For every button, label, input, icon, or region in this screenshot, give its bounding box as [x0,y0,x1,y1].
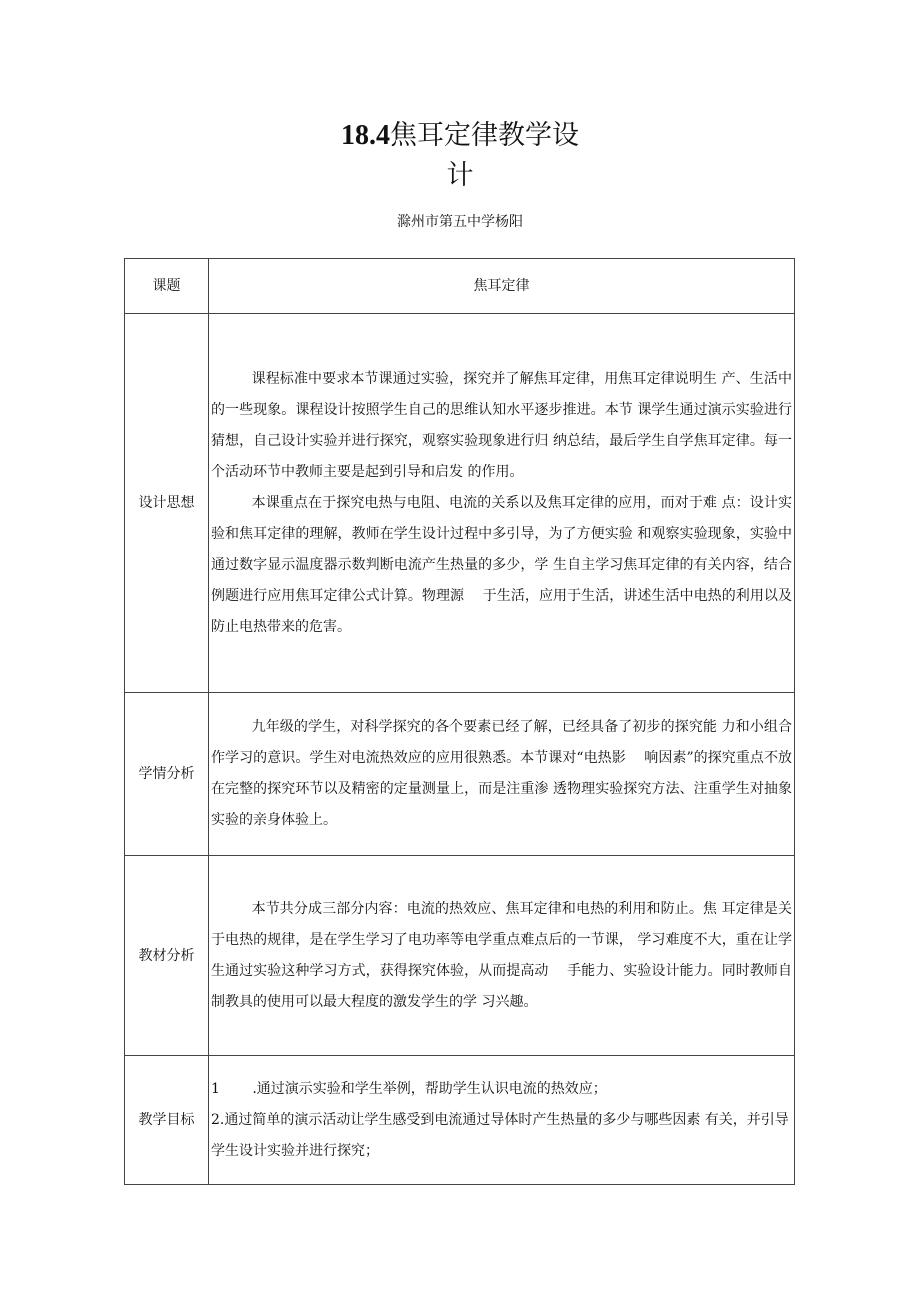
design-label: 设计思想 [125,314,209,693]
topic-label: 课题 [125,259,209,314]
goals-label: 教学目标 [125,1056,209,1185]
design-content [209,314,795,693]
table-row [125,314,795,693]
goals-content [209,1056,795,1185]
material-content [209,856,795,1056]
goal-item: 1 .通过演示实验和学生举例，帮助学生认识电流的热效应； [211,1080,607,1097]
table-row [125,856,795,1056]
topic-value: 焦耳定律 [209,259,795,314]
learner-content [209,693,795,856]
document-title-line2: 计 [446,160,474,191]
title-text: 焦耳定律教学设 [390,120,579,151]
table-row [125,259,795,314]
design-paragraph: 课程标准中要求本节课通过实验，探究并了解焦耳定律，用焦耳定律说明生 产、生活中的一些现象。课程设计按照学生自己的思维认知水平逐步推进。本节 课学生通过演示实验进行猜想，自己设计实验并进行探究，观察实验现象进行归 纳总结，最后学生自学焦耳定律。每一个活动环节中教师主要是起到引导和启发 的作用。 [211,370,792,480]
learner-label: 学情分析 [125,693,209,856]
title-number: 18.4 [341,120,390,151]
material-label: 教材分析 [125,856,209,1056]
learner-paragraph: 九年级的学生，对科学探究的各个要素已经了解，已经具备了初步的探究能 力和小组合作学习的意识。学生对电流热效应的应用很熟悉。本节课对“电热影 响因素”的探究重点不放在完整的探究环节以及精密的定量测量上，而是注重渗 透物理实验探究方法、注重学生对抽象实验的亲身体验上。 [211,719,792,828]
material-paragraph: 本节共分成三部分内容：电流的热效应、焦耳定律和电热的利用和防止。焦 耳定律是关于电热的规律，是在学生学习了电功率等电学重点难点后的一节课， 学习难度不大，重在让学生通过实验这种学习方式，获得探究体验，从而提高动 手能力、实验设计能力。同时教师自制教具的使用可以最大程度的激发学生的学 习兴趣。 [211,900,792,1010]
table-row [125,693,795,856]
document-title [0,120,920,152]
goal-item: 2.通过简单的演示活动让学生感受到电流通过导体时产生热量的多少与哪些因素 有关，并引导学生设计实验并进行探究； [211,1111,789,1159]
author-line: 滁州市第五中学杨阳 [397,214,523,230]
table-row [125,1056,795,1185]
lesson-plan-table [124,258,795,1185]
design-paragraph: 本课重点在于探究电热与电阻、电流的关系以及焦耳定律的应用，而对于难 点：设计实验和焦耳定律的理解，教师在学生设计过程中多引导，为了方便实验 和观察实验现象，实验中通过数字显示温度器示数判断电流产生热量的多少，学 生自主学习焦耳定律的有关内容，结合例题进行应用焦耳定律公式计算。物理源 于生活，应用于生活，讲述生活中电热的利用以及防止电热带来的危害。 [211,494,792,635]
